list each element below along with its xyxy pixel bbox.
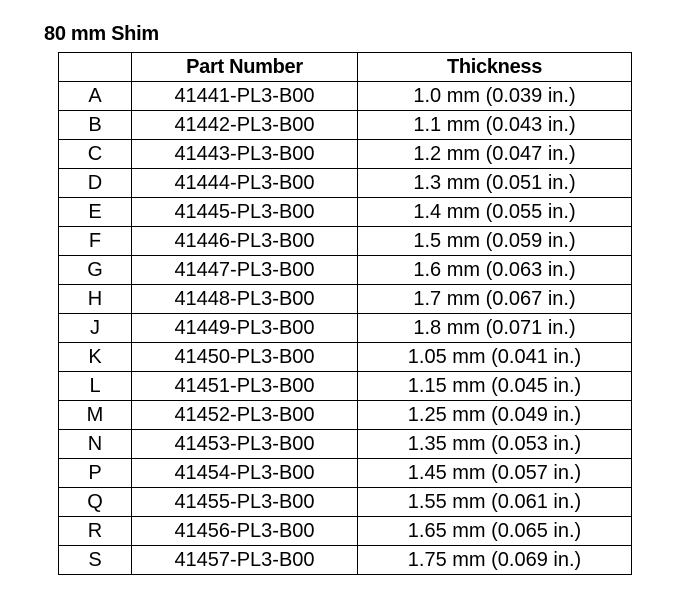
row-part-number: 41448-PL3-B00 bbox=[132, 285, 358, 314]
row-part-number: 41441-PL3-B00 bbox=[132, 82, 358, 111]
row-part-number: 41453-PL3-B00 bbox=[132, 430, 358, 459]
row-code: S bbox=[59, 546, 132, 575]
row-part-number: 41456-PL3-B00 bbox=[132, 517, 358, 546]
table-row bbox=[59, 343, 632, 372]
table-row bbox=[59, 517, 632, 546]
header-part-number: Part Number bbox=[132, 53, 358, 82]
row-part-number: 41451-PL3-B00 bbox=[132, 372, 358, 401]
row-code: J bbox=[59, 314, 132, 343]
row-thickness: 1.45 mm (0.057 in.) bbox=[358, 459, 632, 488]
row-part-number: 41447-PL3-B00 bbox=[132, 256, 358, 285]
row-code: E bbox=[59, 198, 132, 227]
row-thickness: 1.65 mm (0.065 in.) bbox=[358, 517, 632, 546]
row-code: D bbox=[59, 169, 132, 198]
row-code: B bbox=[59, 111, 132, 140]
row-code: K bbox=[59, 343, 132, 372]
table-row bbox=[59, 82, 632, 111]
table-row bbox=[59, 140, 632, 169]
row-thickness: 1.35 mm (0.053 in.) bbox=[358, 430, 632, 459]
table-row bbox=[59, 546, 632, 575]
table-row bbox=[59, 256, 632, 285]
row-thickness: 1.6 mm (0.063 in.) bbox=[358, 256, 632, 285]
header-code bbox=[59, 53, 132, 82]
row-part-number: 41442-PL3-B00 bbox=[132, 111, 358, 140]
row-part-number: 41445-PL3-B00 bbox=[132, 198, 358, 227]
row-thickness: 1.8 mm (0.071 in.) bbox=[358, 314, 632, 343]
table-row bbox=[59, 198, 632, 227]
table-row bbox=[59, 459, 632, 488]
row-thickness: 1.15 mm (0.045 in.) bbox=[358, 372, 632, 401]
row-part-number: 41443-PL3-B00 bbox=[132, 140, 358, 169]
table-row bbox=[59, 430, 632, 459]
header-thickness: Thickness bbox=[358, 53, 632, 82]
row-part-number: 41454-PL3-B00 bbox=[132, 459, 358, 488]
row-thickness: 1.2 mm (0.047 in.) bbox=[358, 140, 632, 169]
table-row bbox=[59, 314, 632, 343]
row-thickness: 1.25 mm (0.049 in.) bbox=[358, 401, 632, 430]
row-thickness: 1.55 mm (0.061 in.) bbox=[358, 488, 632, 517]
row-thickness: 1.05 mm (0.041 in.) bbox=[358, 343, 632, 372]
row-code: G bbox=[59, 256, 132, 285]
row-code: C bbox=[59, 140, 132, 169]
table-row bbox=[59, 285, 632, 314]
table-row bbox=[59, 227, 632, 256]
row-thickness: 1.7 mm (0.067 in.) bbox=[358, 285, 632, 314]
row-part-number: 41457-PL3-B00 bbox=[132, 546, 358, 575]
row-part-number: 41450-PL3-B00 bbox=[132, 343, 358, 372]
row-code: M bbox=[59, 401, 132, 430]
row-code: Q bbox=[59, 488, 132, 517]
row-part-number: 41455-PL3-B00 bbox=[132, 488, 358, 517]
row-part-number: 41444-PL3-B00 bbox=[132, 169, 358, 198]
table-row bbox=[59, 401, 632, 430]
row-code: R bbox=[59, 517, 132, 546]
table-row bbox=[59, 488, 632, 517]
row-code: A bbox=[59, 82, 132, 111]
row-code: H bbox=[59, 285, 132, 314]
row-thickness: 1.5 mm (0.059 in.) bbox=[358, 227, 632, 256]
row-thickness: 1.3 mm (0.051 in.) bbox=[358, 169, 632, 198]
table-row bbox=[59, 372, 632, 401]
row-part-number: 41452-PL3-B00 bbox=[132, 401, 358, 430]
header-row bbox=[59, 53, 632, 82]
table-row bbox=[59, 111, 632, 140]
row-thickness: 1.1 mm (0.043 in.) bbox=[358, 111, 632, 140]
row-thickness: 1.4 mm (0.055 in.) bbox=[358, 198, 632, 227]
row-code: F bbox=[59, 227, 132, 256]
row-thickness: 1.0 mm (0.039 in.) bbox=[358, 82, 632, 111]
shim-table bbox=[58, 52, 632, 575]
row-code: P bbox=[59, 459, 132, 488]
row-part-number: 41449-PL3-B00 bbox=[132, 314, 358, 343]
row-part-number: 41446-PL3-B00 bbox=[132, 227, 358, 256]
row-code: L bbox=[59, 372, 132, 401]
row-code: N bbox=[59, 430, 132, 459]
table-title: 80 mm Shim bbox=[44, 23, 159, 45]
row-thickness: 1.75 mm (0.069 in.) bbox=[358, 546, 632, 575]
table-row bbox=[59, 169, 632, 198]
